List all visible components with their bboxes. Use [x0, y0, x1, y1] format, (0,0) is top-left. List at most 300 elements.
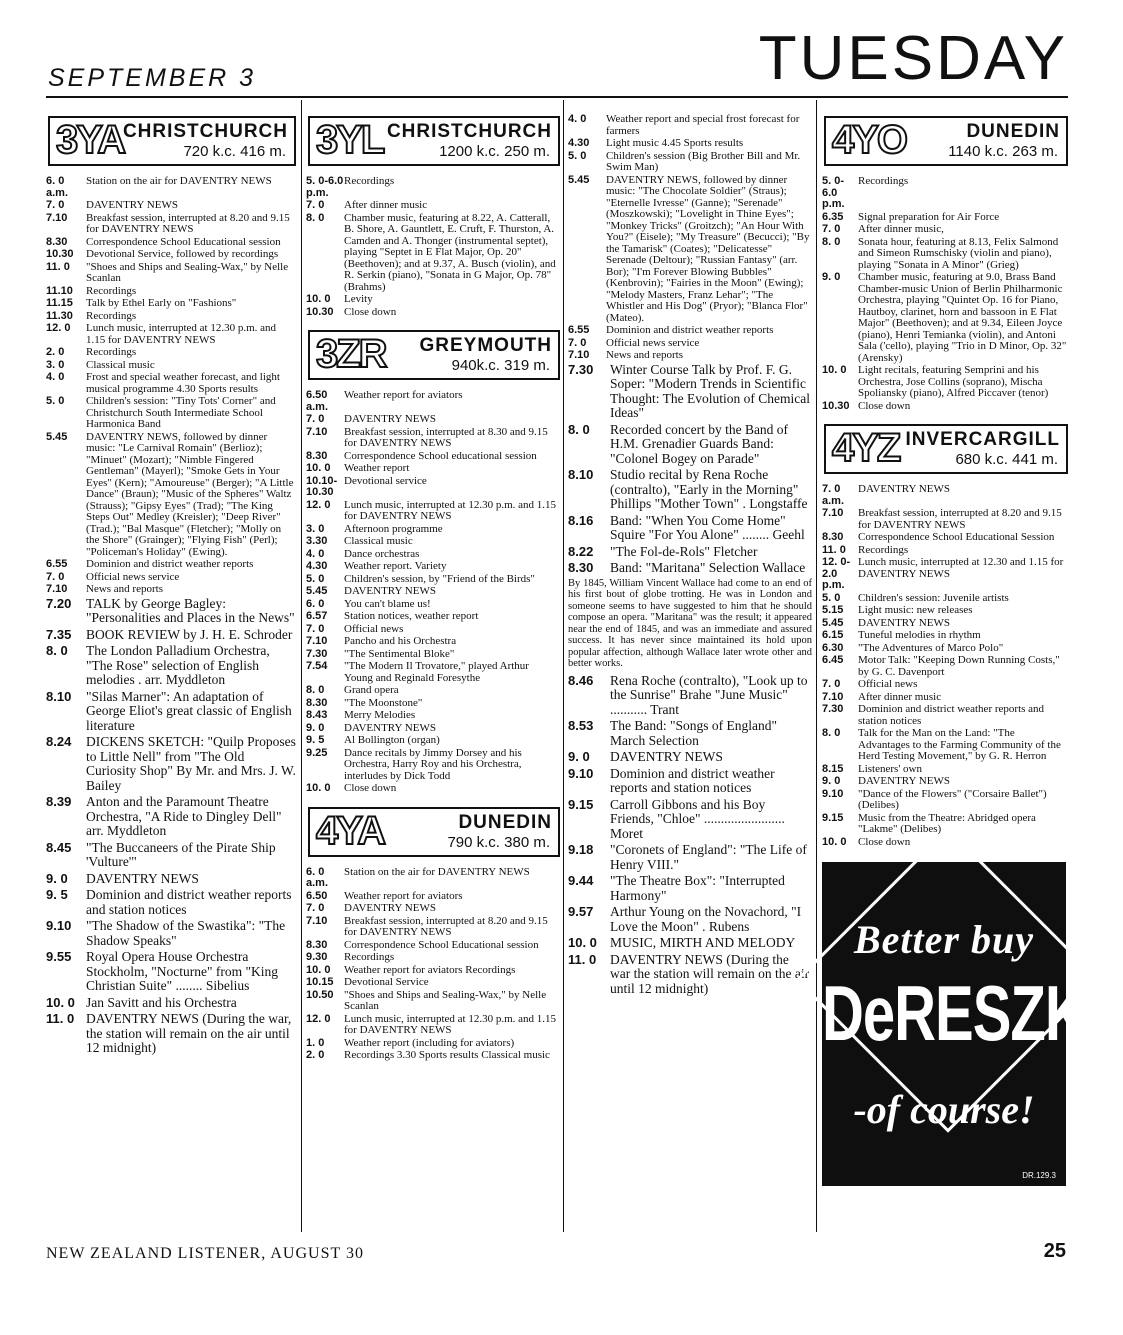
program-time: 3. 0	[306, 522, 325, 535]
program-description: Dominion and district weather reports and station notices	[86, 887, 292, 917]
station-call-sign: 3ZR	[316, 332, 386, 376]
program-description: Arthur Young on the Novachord, "I Love the Moon" . Rubens	[610, 904, 802, 934]
program-time: 8.30	[306, 938, 328, 951]
program-time: 12. 0	[46, 322, 71, 334]
program-entry	[306, 624, 560, 636]
program-description: BOOK REVIEW by J. H. E. Schroder	[86, 626, 293, 642]
program-time: 9. 0	[822, 271, 841, 283]
program-description: TALK by George Bagley: "Personalities and Places in the News"	[86, 595, 295, 625]
program-description: "The Modern Il Trovatore," played Arthur Young and Reginald Foresythe	[344, 660, 529, 684]
program-entry	[306, 536, 560, 548]
program-list-3zr	[306, 390, 560, 795]
program-description: The London Palladium Orchestra, "The Rose" selection of English melodies . arr. Myddleton	[86, 643, 270, 687]
program-description: Official news service	[606, 336, 700, 349]
program-entry	[46, 644, 296, 688]
program-description: Al Bollington (organ)	[344, 734, 440, 746]
program-description: Close down	[858, 835, 911, 848]
program-description: Children's session: Juvenile artists	[858, 591, 1009, 604]
station-box-3ya	[48, 116, 296, 166]
program-time: 9.10	[46, 918, 72, 933]
ad-code: DR.129.3	[1022, 1171, 1056, 1180]
program-entry	[822, 679, 1068, 691]
program-time: 7. 0	[306, 902, 325, 914]
program-description: Recordings 3.30 Sports results Classical music	[344, 1049, 550, 1061]
program-description: Children's session: "Tiny Tots' Corner" and Christchurch South Intermediate School Harmonica Band	[86, 395, 276, 430]
program-time: 8.30	[822, 531, 844, 543]
program-description: Devotional Service	[344, 976, 429, 988]
program-description: Close down	[858, 399, 911, 412]
program-description: Anton and the Paramount Theatre Orchestra, "A Ride to Dingley Dell" arr. Myddleton	[86, 794, 282, 838]
program-time: 5.45	[568, 173, 590, 186]
program-time: 8. 0	[822, 727, 841, 739]
program-entry	[822, 655, 1068, 678]
program-list-4yz	[822, 484, 1068, 848]
program-entry	[306, 574, 560, 586]
program-entry	[568, 545, 812, 560]
program-time: 8.16	[568, 512, 594, 528]
program-description: "The Theatre Box": "Interrupted Harmony"	[610, 873, 785, 903]
program-description: Recordings	[858, 543, 909, 556]
program-entry	[46, 213, 296, 236]
program-entry	[822, 237, 1068, 272]
program-entry	[46, 735, 296, 793]
program-description: Studio recital by Rena Roche (contralto), "Early in the Morning" Phillips "Mother Town" . Longstaffe	[610, 467, 808, 511]
program-time: 6. 0 a.m.	[46, 175, 69, 199]
program-description: News and reports	[86, 583, 163, 595]
program-entry	[306, 636, 560, 648]
program-time: 5. 0	[568, 149, 587, 162]
program-description: DAVENTRY NEWS	[86, 870, 199, 886]
program-time: 10.15	[306, 976, 334, 988]
program-time: 11. 0	[46, 260, 70, 273]
program-time: 7.35	[46, 626, 72, 642]
column-4ya-continued	[568, 104, 812, 1232]
program-time: 9.10	[822, 787, 844, 800]
program-entry	[306, 451, 560, 463]
program-time: 7. 0	[46, 199, 65, 211]
program-entry	[306, 611, 560, 623]
program-entry	[46, 690, 296, 734]
program-time: 6.15	[822, 629, 844, 641]
program-entry	[306, 916, 560, 939]
program-description: Merry Melodies	[344, 709, 416, 721]
program-time: 8.24	[46, 734, 72, 749]
program-description: DAVENTRY NEWS	[858, 775, 950, 787]
program-description: DAVENTRY NEWS (During the war the station will remain on the air until 12 midnight)	[610, 951, 810, 996]
program-time: 4.30	[568, 137, 590, 149]
program-entry	[46, 298, 296, 310]
program-time: 10. 0	[306, 963, 331, 976]
program-time: 7. 0	[822, 223, 841, 235]
program-time: 8. 0	[306, 211, 325, 224]
program-description: Weather report	[344, 462, 410, 474]
program-description: Recordings	[344, 175, 395, 187]
page-day: TUESDAY	[758, 24, 1068, 93]
program-entry	[306, 661, 560, 684]
station-box-3yl	[308, 116, 560, 166]
program-entry	[822, 365, 1068, 400]
program-entry	[306, 990, 560, 1013]
page-date: SEPTEMBER 3	[48, 64, 257, 92]
program-description: Correspondence School Educational session	[86, 235, 281, 248]
ad-tagline: Better buy	[854, 917, 1034, 962]
program-time: 7.30	[306, 647, 328, 660]
program-description: "The Fol-de-Rols" Fletcher	[610, 543, 758, 559]
program-time: 7.30	[568, 361, 594, 377]
program-description: Talk by Ethel Early on "Fashions"	[86, 297, 237, 309]
station-frequency: 790 k.c. 380 m.	[447, 833, 550, 851]
program-description: Station on the air for DAVENTRY NEWS	[86, 175, 272, 187]
program-time: 12. 0	[306, 1012, 331, 1025]
evening-program-list-4ya-2	[568, 674, 812, 997]
program-entry	[568, 719, 812, 748]
program-time: 2. 0	[46, 346, 65, 358]
program-entry	[568, 151, 812, 174]
station-call-sign: 3YA	[56, 118, 125, 162]
program-time: 9.25	[306, 746, 328, 759]
program-description: DAVENTRY NEWS	[344, 721, 436, 734]
program-time: 7. 0	[306, 622, 325, 635]
program-entry	[568, 363, 812, 421]
program-entry	[306, 977, 560, 989]
program-entry	[46, 176, 296, 199]
program-entry	[306, 599, 560, 611]
program-description: Royal Opera House Orchestra Stockholm, "Nocturne" from "King Christian Suite" ........ Sibelius	[86, 949, 279, 993]
program-description: "Silas Marner": An adaptation of George Eliot's great classic of English literature	[86, 688, 292, 733]
program-time: 11.30	[46, 309, 73, 322]
program-time: 8. 0	[46, 643, 68, 658]
program-time: 10. 0	[306, 462, 331, 474]
program-description: After dinner music	[344, 199, 428, 211]
program-description: Classical music	[86, 358, 155, 371]
program-description: After dinner music,	[858, 223, 944, 235]
station-frequency: 940k.c. 319 m.	[451, 357, 550, 374]
program-entry	[306, 867, 560, 890]
station-box-4yo	[824, 116, 1068, 166]
program-entry	[822, 630, 1068, 642]
program-entry	[306, 723, 560, 735]
program-entry	[306, 524, 560, 536]
program-time: 10. 0	[822, 835, 847, 848]
station-call-sign: 4YA	[316, 808, 385, 853]
program-time: 8.30	[568, 560, 594, 575]
program-time: 5.45	[306, 585, 328, 597]
program-entry	[306, 176, 560, 199]
station-city: DUNEDIN	[458, 811, 552, 833]
program-description: Jan Savitt and his Orchestra	[86, 994, 237, 1010]
program-description: Signal preparation for Air Force	[858, 210, 1000, 223]
program-entry	[46, 950, 296, 994]
program-time: 5. 0	[306, 572, 325, 585]
program-time: 6.50 a.m.	[306, 389, 329, 413]
program-entry	[46, 559, 296, 571]
program-time: 7.10	[568, 349, 590, 361]
program-description: Light music: new releases	[858, 604, 973, 616]
program-entry	[568, 750, 812, 765]
program-time: 8.22	[568, 543, 594, 559]
program-time: 10. 0	[822, 364, 847, 376]
program-entry	[46, 200, 296, 212]
program-time: 10. 0	[306, 293, 331, 305]
program-time: 7.10	[306, 635, 328, 647]
program-entry	[46, 872, 296, 887]
program-entry	[306, 698, 560, 710]
program-entry	[822, 224, 1068, 236]
program-time: 7. 0	[306, 199, 325, 211]
program-description: DAVENTRY NEWS (During the war, the station will remain on the air until 12 midnight)	[86, 1011, 292, 1055]
program-description: Close down	[344, 305, 397, 318]
program-description: Breakfast session, interrupted at 8.20 and 9.15 for DAVENTRY NEWS	[858, 507, 1062, 531]
program-time: 10.30	[822, 399, 850, 412]
program-time: 7.10	[46, 211, 68, 224]
program-description: Recorded concert by the Band of H.M. Grenadier Guards Band: "Colonel Bogey on Parade"	[610, 421, 789, 466]
program-description: Light music 4.45 Sports results	[606, 137, 744, 149]
program-entry	[568, 767, 812, 796]
station-frequency: 1200 k.c. 250 m.	[439, 143, 550, 160]
program-description: Lunch music, interrupted at 12.30 p.m. and 1.15 for DAVENTRY NEWS	[86, 322, 277, 346]
program-entry	[822, 618, 1068, 630]
advertisement	[822, 862, 1123, 1186]
program-description: Afternoon programme	[344, 522, 443, 535]
program-entry	[822, 484, 1068, 507]
program-description: DAVENTRY NEWS, followed by dinner music: "The Chocolate Soldier" (Straus); "Eternelle Ivresse" (Ganne); "Serenade" (Moszkowski); "Lovelight in Thine Eyes"; "Monkey Tricks" (Groitzch); "An Hour With You?" (Eisele); "My Treasure" (Becucci); "By the Tamarisk" (Coates); "Delicatesse" Serenade (Deltour); "Russian Fantasy" (arr. Bor); "I'm Forever Blowing Bubbles" (Kenbrovin); "Fairies in the Moon" (Ewing); "Melody Masters, Franz Lehar"; "The Whistler and His Dog" (Pryor); "Blanca Flor" (Mateo).	[606, 173, 810, 324]
program-entry	[46, 1012, 296, 1056]
program-description: "The Buccaneers of the Pirate Ship 'Vulture'"	[86, 839, 276, 869]
program-description: Weather report for aviators Recordings	[344, 963, 516, 976]
program-time: 8.10	[46, 688, 72, 704]
program-entry	[822, 176, 1068, 211]
program-description: MUSIC, MIRTH AND MELODY	[610, 935, 796, 950]
program-time: 8.46	[568, 672, 594, 688]
program-description: "Dance of the Flowers" ("Corsaire Ballet") (Delibes)	[858, 787, 1047, 811]
program-time: 11. 0	[822, 543, 846, 556]
program-time: 4.30	[306, 560, 328, 572]
maritana-note: By 1845, William Vincent Wallace had come to an end of his first bout of globe trotting. He was in London and someone seems to have suggested to him that he should compose an opera. "Maritana" was the result; it appeared near the end of 1845, and was an immediate and assured success. It has never since maintained its hold upon popular affection, although Wallace later wrote other and better works.	[568, 577, 812, 669]
program-entry	[822, 545, 1068, 557]
program-entry	[306, 390, 560, 413]
program-time: 8.30	[306, 449, 328, 462]
program-time: 9.44	[568, 873, 594, 888]
program-entry	[46, 286, 296, 298]
program-entry	[306, 500, 560, 523]
program-description: Grand opera	[344, 684, 399, 696]
program-entry	[46, 888, 296, 917]
column-divider	[816, 100, 817, 1232]
program-entry	[568, 338, 812, 350]
program-time: 4. 0	[46, 371, 65, 383]
program-entry	[568, 350, 812, 362]
program-entry	[568, 905, 812, 934]
program-list-4yo	[822, 176, 1068, 412]
station-box-3zr	[308, 330, 560, 380]
program-description: Recordings	[86, 346, 137, 358]
program-entry	[46, 372, 296, 395]
program-entry	[306, 1038, 560, 1050]
program-description: Weather report for aviators	[344, 389, 463, 401]
program-list-3ya	[46, 176, 296, 596]
station-call-sign: 4YO	[832, 118, 907, 162]
program-description: Weather report. Variety	[344, 560, 447, 572]
program-description: Pancho and his Orchestra	[344, 635, 457, 647]
program-entry	[46, 795, 296, 839]
program-entry	[822, 557, 1068, 592]
program-entry	[822, 764, 1068, 776]
program-description: "Shoes and Ships and Sealing-Wax," by Nelle Scanlan	[344, 988, 547, 1012]
program-description: DAVENTRY NEWS	[858, 483, 950, 495]
program-entry	[568, 798, 812, 842]
program-entry	[46, 249, 296, 261]
program-time: 9.15	[568, 796, 594, 812]
program-description: Lunch music, interrupted at 12.30 p.m. and 1.15 for DAVENTRY NEWS	[344, 1012, 557, 1036]
program-entry	[306, 965, 560, 977]
program-time: 10.30	[46, 248, 74, 260]
program-time: 8.45	[46, 839, 72, 855]
program-description: DAVENTRY NEWS	[86, 199, 178, 211]
station-box-4ya	[308, 807, 560, 857]
program-entry	[306, 1050, 560, 1062]
program-time: 10. 0	[46, 994, 75, 1010]
program-time: 6.55	[568, 324, 590, 336]
program-entry	[568, 423, 812, 467]
program-entry	[568, 175, 812, 325]
program-entry	[822, 272, 1068, 364]
program-time: 7.10	[46, 583, 68, 595]
footer-publication: NEW ZEALAND LISTENER, AUGUST 30	[46, 1245, 364, 1262]
program-description: Recordings	[86, 284, 137, 297]
program-entry	[306, 649, 560, 661]
program-entry	[568, 674, 812, 718]
program-description: Band: "Maritana" Selection Wallace	[610, 560, 806, 575]
program-entry	[568, 874, 812, 903]
program-entry	[306, 294, 560, 306]
program-time: 8. 0	[568, 421, 590, 437]
program-time: 11.10	[46, 284, 73, 297]
program-description: Lunch music, interrupted at 12.30 p.m. and 1.15 for DAVENTRY NEWS	[344, 498, 557, 522]
program-entry	[46, 584, 296, 596]
program-description: "The Shadow of the Swastika": "The Shadow Speaks"	[86, 918, 286, 948]
program-entry	[46, 347, 296, 359]
program-time: 9.30	[306, 951, 328, 963]
program-description: DAVENTRY NEWS	[344, 413, 436, 425]
program-entry	[306, 200, 560, 212]
program-entry	[822, 692, 1068, 704]
program-entry	[306, 549, 560, 561]
program-entry	[568, 325, 812, 337]
station-frequency: 1140 k.c. 263 m.	[948, 143, 1058, 160]
program-entry	[822, 593, 1068, 605]
program-entry	[46, 237, 296, 249]
program-entry	[822, 508, 1068, 531]
column-4	[822, 104, 1123, 1232]
column-2	[306, 104, 560, 1232]
ad-slogan: -of course!	[853, 1087, 1035, 1132]
program-entry	[306, 685, 560, 697]
station-frequency: 720 k.c. 416 m.	[183, 143, 286, 160]
program-time: 7.10	[822, 507, 844, 519]
program-entry	[306, 748, 560, 783]
station-box-4yz	[824, 424, 1068, 474]
program-description: Official news	[344, 622, 404, 635]
program-time: 7.10	[306, 914, 328, 927]
program-entry	[306, 940, 560, 952]
station-frequency: 680 k.c. 441 m.	[955, 451, 1058, 468]
program-description: Winter Course Talk by Prof. F. G. Soper: "Modern Trends in Scientific Thought: The Evolution of Chemical Ideas"	[610, 361, 810, 420]
program-description: Listeners' own	[858, 762, 922, 775]
program-description: You can't blame us!	[344, 597, 431, 610]
program-entry	[568, 138, 812, 150]
program-time: 6.35	[822, 210, 844, 223]
program-time: 9.18	[568, 842, 594, 857]
program-entry	[306, 903, 560, 915]
program-entry	[822, 789, 1068, 812]
program-time: 9.57	[568, 904, 594, 919]
program-time: 6.50	[306, 889, 328, 902]
program-description: The Band: "Songs of England" March Selection	[610, 718, 778, 748]
program-entry	[46, 919, 296, 948]
program-description: Correspondence School Educational session	[344, 938, 539, 951]
program-time: 10.10-10.30	[306, 474, 338, 498]
program-time: 7. 0	[46, 570, 65, 583]
program-time: 7.10	[306, 425, 328, 438]
program-description: Breakfast session, interrupted at 8.30 and 9.15 for DAVENTRY NEWS	[344, 425, 548, 449]
program-time: 9.15	[822, 811, 844, 824]
program-description: Breakfast session, interrupted at 8.20 and 9.15 for DAVENTRY NEWS	[344, 914, 548, 938]
program-description: Children's session, by "Friend of the Birds"	[344, 572, 535, 585]
program-time: 2. 0	[306, 1049, 325, 1061]
program-entry	[46, 396, 296, 431]
program-entry	[46, 432, 296, 559]
program-time: 8.30	[46, 235, 68, 248]
program-time: 9.55	[46, 949, 72, 964]
program-entry	[306, 735, 560, 747]
program-entry	[568, 561, 812, 576]
program-description: "Shoes and Ships and Sealing-Wax," by Nelle Scanlan	[86, 260, 289, 284]
program-time: 5.15	[822, 604, 844, 616]
station-city: DUNEDIN	[966, 121, 1060, 142]
program-time: 3.30	[306, 535, 328, 547]
program-description: Chamber music, featuring at 9.0, Brass Band Chamber-music Union of Berlin Philharmonic Orchestra, playing "Quintet Op. 16 for Piano, Hautboy, clarinet, horn and bassoon in E Flat Major" (Beethoven); and at 9.34, Eileen Joyce (piano), Henri Temianka (violin), and Antoni Sala ('cello), playing "Trio in D Minor, Op. 32" (Arensky)	[858, 271, 1067, 364]
program-description: Correspondence School Educational Session	[858, 531, 1055, 543]
program-entry	[306, 952, 560, 964]
program-time: 5. 0-6.0 p.m.	[306, 175, 344, 199]
program-time: 9.10	[568, 765, 594, 781]
program-entry	[568, 114, 812, 137]
footer-page-number: 25	[1043, 1240, 1066, 1262]
program-time: 7.20	[46, 595, 72, 611]
program-time: 8.15	[822, 762, 844, 775]
program-time: 6. 0 a.m.	[306, 865, 329, 889]
program-entry	[46, 262, 296, 285]
column-3ya	[46, 104, 296, 1232]
program-description: Band: "When You Come Home" Squire "For You Alone" ........ Geehl	[610, 512, 805, 542]
program-entry	[306, 561, 560, 573]
program-time: 5.45	[822, 616, 844, 629]
program-description: DAVENTRY NEWS, followed by dinner music: "Le Carnival Romain" (Berlioz); "Minuet" (Mozart); "Nimble Fingered Gentleman" (Mayerl); "Smoke Gets in Your Eyes" (Kern); "Amoureuse" (Berger); "A Little Dance" (Braun); "Music of the Spheres" Waltz (Strauss); "Gipsy Eyes" (Trad); "The King Steps Out" Medley (Kreisler); "Deep River" (Trad.); "Bal Masque" (Fletcher); "Molly on the Shore" (Grainger); "Flying Fish" (Perl); "Policeman's Holiday" (Ewing).	[86, 430, 294, 558]
program-description: Lunch music, interrupted at 12.30 and 1.15 for DAVENTRY NEWS	[858, 556, 1064, 580]
program-entry	[568, 953, 812, 997]
program-list-3yl	[306, 176, 560, 318]
program-time: 5. 0-6.0 p.m.	[822, 175, 845, 210]
program-description: "The Sentimental Bloke"	[344, 647, 455, 660]
program-time: 10.30	[306, 305, 334, 318]
program-time: 7. 0	[568, 336, 587, 349]
station-city: CHRISTCHURCH	[386, 121, 552, 142]
program-entry	[822, 401, 1068, 413]
program-description: "The Adventures of Marco Polo"	[858, 641, 1004, 654]
program-description: Devotional service	[344, 474, 427, 487]
program-entry	[822, 212, 1068, 224]
program-entry	[306, 710, 560, 722]
